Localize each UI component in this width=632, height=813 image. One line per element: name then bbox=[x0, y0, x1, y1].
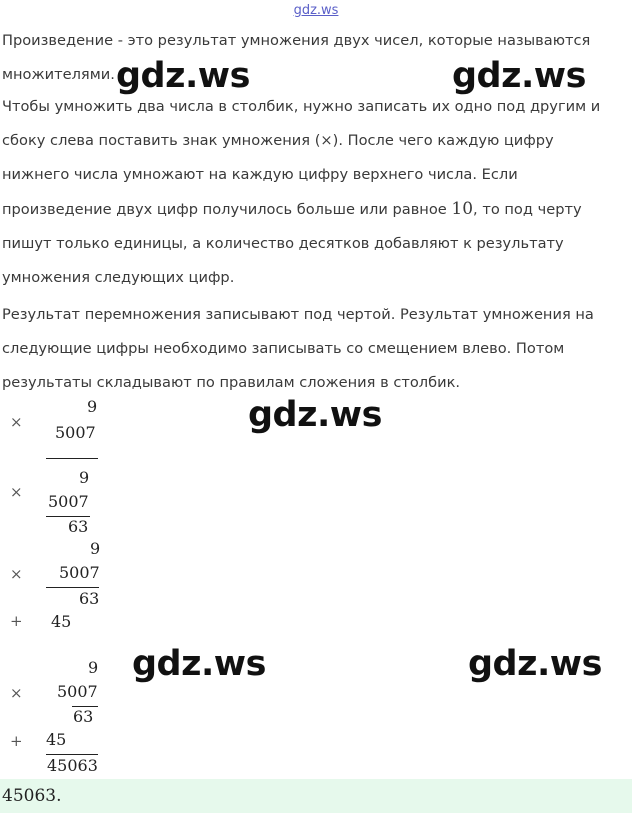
text-line: произведение двух цифр получилось больше или равное bbox=[2, 201, 452, 218]
text-line: результаты складывают по правилам сложения в столбик. bbox=[2, 374, 461, 391]
multiplicand: 5007 bbox=[55, 423, 96, 442]
partial-product-1: 63 bbox=[68, 517, 89, 536]
text-line: Результат перемножения записывают под чертой. Результат умножения на bbox=[2, 306, 594, 323]
multiplicand: 5007 bbox=[59, 563, 100, 582]
paragraph-result-writing bbox=[2, 298, 628, 400]
text-line: множителями. bbox=[2, 66, 115, 83]
sum-rule bbox=[46, 754, 98, 755]
text-line: нижнего числа умножают на каждую цифру верхнего числа. Если bbox=[2, 166, 518, 183]
text-line: Чтобы умножить два числа в столбик, нужно записать их одно под другим и bbox=[2, 98, 601, 115]
multiplicand: 5007 bbox=[57, 682, 98, 701]
multiplier: 9 bbox=[87, 397, 98, 416]
plus-sign: + bbox=[10, 612, 23, 630]
text-line: , то под черту bbox=[473, 201, 582, 218]
text-line: следующие цифры необходимо записывать со смещением влево. Потом bbox=[2, 340, 565, 357]
partial-product-2: 45 bbox=[46, 730, 67, 749]
multiplier: 9 bbox=[90, 539, 101, 558]
partial-product-1: 63 bbox=[79, 589, 100, 608]
watermark: gdz.ws bbox=[248, 395, 382, 435]
watermark: gdz.ws bbox=[452, 56, 586, 96]
underline-rule bbox=[46, 458, 98, 459]
multiplier: 9 bbox=[88, 658, 99, 677]
text-line: ). После чего каждую цифру bbox=[332, 132, 554, 149]
text-line: сбоку слева поставить знак умножения ( bbox=[2, 132, 321, 149]
underline-rule bbox=[46, 587, 99, 588]
watermark: gdz.ws bbox=[132, 644, 266, 684]
site-link[interactable]: gdz.ws bbox=[293, 3, 339, 18]
final-result: 45063 bbox=[47, 756, 98, 775]
times-sign: × bbox=[10, 684, 23, 702]
paragraph-column-method bbox=[2, 90, 628, 295]
times-symbol: × bbox=[320, 132, 333, 149]
plus-sign: + bbox=[10, 732, 23, 750]
answer-value: 45063. bbox=[2, 786, 62, 806]
multiplier: 9 bbox=[79, 468, 90, 487]
times-sign: × bbox=[10, 565, 23, 583]
number-ten: 10 bbox=[451, 199, 474, 219]
watermark: gdz.ws bbox=[468, 644, 602, 684]
multiplicand: 5007 bbox=[48, 492, 89, 511]
times-sign: × bbox=[10, 483, 23, 501]
watermark: gdz.ws bbox=[116, 56, 250, 96]
partial-product-1: 63 bbox=[73, 707, 94, 726]
answer-box bbox=[0, 779, 632, 813]
text-line: умножения следующих цифр. bbox=[2, 269, 235, 286]
times-sign: × bbox=[10, 413, 23, 431]
text-line: Произведение - это результат умножения двух чисел, которые называются bbox=[2, 32, 591, 49]
partial-product-2: 45 bbox=[51, 612, 72, 631]
text-line: пишут только единицы, а количество десятков добавляют к результату bbox=[2, 235, 564, 252]
